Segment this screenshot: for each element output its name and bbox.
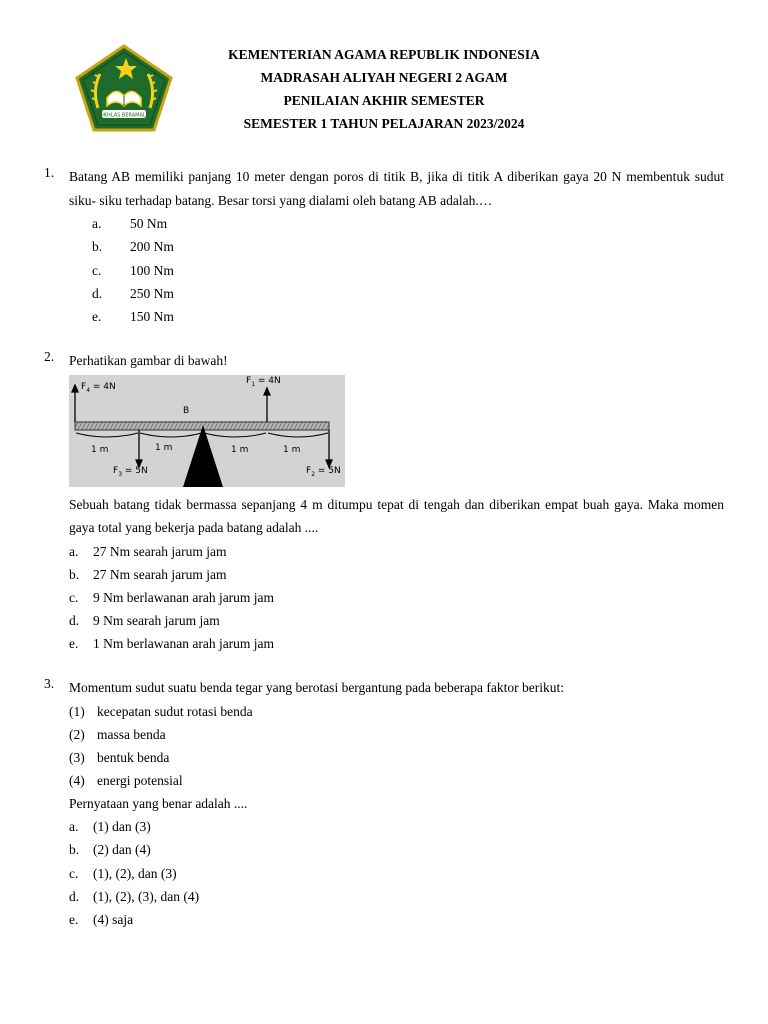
option-text: 27 Nm searah jarum jam bbox=[93, 543, 227, 559]
option-item bbox=[69, 838, 724, 861]
document-header bbox=[0, 43, 768, 135]
option-text: (1) dan (3) bbox=[93, 819, 151, 835]
option-item bbox=[92, 282, 724, 305]
question-number: 1. bbox=[44, 165, 55, 180]
distance-label: 1 m bbox=[155, 442, 173, 453]
statement-number: (4) bbox=[69, 773, 85, 789]
option-item bbox=[69, 815, 724, 838]
option-item bbox=[69, 540, 724, 563]
option-letter: c. bbox=[69, 865, 79, 881]
option-text: 27 Nm searah jarum jam bbox=[93, 566, 227, 582]
option-text: 200 Nm bbox=[130, 239, 174, 255]
statement-text: energi potensial bbox=[97, 773, 183, 789]
option-list bbox=[69, 815, 724, 931]
option-letter: d. bbox=[92, 285, 103, 301]
question-lead: Pernyataan yang benar adalah .... bbox=[69, 796, 248, 812]
option-letter: d. bbox=[69, 613, 80, 629]
question-1 bbox=[44, 165, 724, 328]
option-letter: a. bbox=[69, 819, 79, 835]
option-text: 250 Nm bbox=[130, 285, 174, 301]
option-list bbox=[92, 212, 724, 328]
option-item bbox=[69, 908, 724, 931]
option-letter: c. bbox=[69, 589, 79, 605]
statement-item bbox=[69, 723, 724, 746]
option-text: 1 Nm berlawanan arah jarum jam bbox=[93, 636, 275, 652]
header-line-ministry: KEMENTERIAN AGAMA REPUBLIK INDONESIA bbox=[228, 47, 540, 62]
option-list bbox=[69, 540, 724, 656]
lever-force-diagram bbox=[69, 375, 345, 487]
distance-label: 1 m bbox=[91, 444, 109, 455]
distance-label: 1 m bbox=[231, 444, 249, 455]
statement-number: (3) bbox=[69, 749, 85, 765]
force-f4-label: $F_4 = 4N$ bbox=[81, 381, 116, 394]
option-text: (1), (2), dan (3) bbox=[93, 865, 177, 881]
option-item bbox=[92, 212, 724, 235]
statement-item bbox=[69, 746, 724, 769]
statement-number: (2) bbox=[69, 726, 85, 742]
option-item bbox=[69, 885, 724, 908]
logo-ribbon-text: IKHLAS BERAMAL bbox=[102, 112, 146, 119]
point-b-label: B bbox=[183, 405, 190, 416]
question-text-continued: Sebuah batang tidak bermassa sepanjang 4 m ditumpu tepat di tengah dan diberikan empat buah gaya. Maka momen gaya total yang bekerja pada batang adalah .... bbox=[69, 496, 724, 535]
option-letter: c. bbox=[92, 262, 102, 278]
force-f3-label: $F_3 = 5N$ bbox=[113, 465, 148, 478]
option-item bbox=[92, 305, 724, 328]
option-letter: a. bbox=[69, 543, 79, 559]
option-item bbox=[92, 235, 724, 258]
statement-text: massa benda bbox=[97, 726, 166, 742]
question-number: 3. bbox=[44, 676, 55, 691]
force-f1-label: $F_1 = 4N$ bbox=[246, 375, 281, 388]
question-3 bbox=[44, 676, 724, 931]
question-text: Perhatikan gambar di bawah! bbox=[69, 353, 228, 368]
option-text: (4) saja bbox=[93, 912, 134, 927]
statement-item bbox=[69, 700, 724, 723]
statement-number: (1) bbox=[69, 703, 85, 719]
option-letter: e. bbox=[69, 636, 79, 652]
statement-text: bentuk benda bbox=[97, 749, 170, 765]
force-f2-label: $F_2 = 5N$ bbox=[306, 465, 341, 478]
option-text: (2) dan (4) bbox=[93, 842, 151, 858]
option-item bbox=[69, 609, 724, 632]
option-text: 150 Nm bbox=[130, 309, 174, 325]
option-text: 9 Nm searah jarum jam bbox=[93, 613, 220, 629]
option-letter: a. bbox=[92, 216, 102, 231]
option-letter: b. bbox=[69, 842, 80, 858]
option-letter: b. bbox=[92, 239, 103, 255]
option-item bbox=[69, 563, 724, 586]
option-letter: d. bbox=[69, 888, 80, 904]
option-text: 9 Nm berlawanan arah jarum jam bbox=[93, 589, 275, 605]
header-line-semester: SEMESTER 1 TAHUN PELAJARAN 2023/2024 bbox=[243, 116, 525, 131]
option-item bbox=[92, 259, 724, 282]
statement-text: kecepatan sudut rotasi benda bbox=[97, 703, 253, 719]
statement-list bbox=[69, 700, 724, 793]
header-line-exam: PENILAIAN AKHIR SEMESTER bbox=[283, 93, 485, 108]
statement-item bbox=[69, 769, 724, 792]
option-text: 100 Nm bbox=[130, 262, 174, 278]
option-text: (1), (2), (3), dan (4) bbox=[93, 888, 200, 904]
option-letter: e. bbox=[92, 309, 102, 325]
option-letter: e. bbox=[69, 912, 79, 927]
distance-label: 1 m bbox=[283, 444, 301, 455]
header-line-school: MADRASAH ALIYAH NEGERI 2 AGAM bbox=[260, 70, 508, 85]
option-item bbox=[69, 862, 724, 885]
question-2 bbox=[44, 349, 724, 655]
question-text: Batang AB memiliki panjang 10 meter dengan poros di titik B, jika di titik A diberikan gaya 20 N membentuk sudut siku- siku terhadap batang. Besar torsi yang dialami oleh batang AB adalah.… bbox=[69, 169, 724, 208]
option-letter: b. bbox=[69, 566, 80, 582]
question-number: 2. bbox=[44, 349, 55, 364]
option-item bbox=[69, 632, 724, 655]
question-text: Momentum sudut suatu benda tegar yang berotasi bergantung pada beberapa faktor berikut: bbox=[69, 680, 564, 695]
option-item bbox=[69, 586, 724, 609]
option-text: 50 Nm bbox=[130, 216, 168, 231]
